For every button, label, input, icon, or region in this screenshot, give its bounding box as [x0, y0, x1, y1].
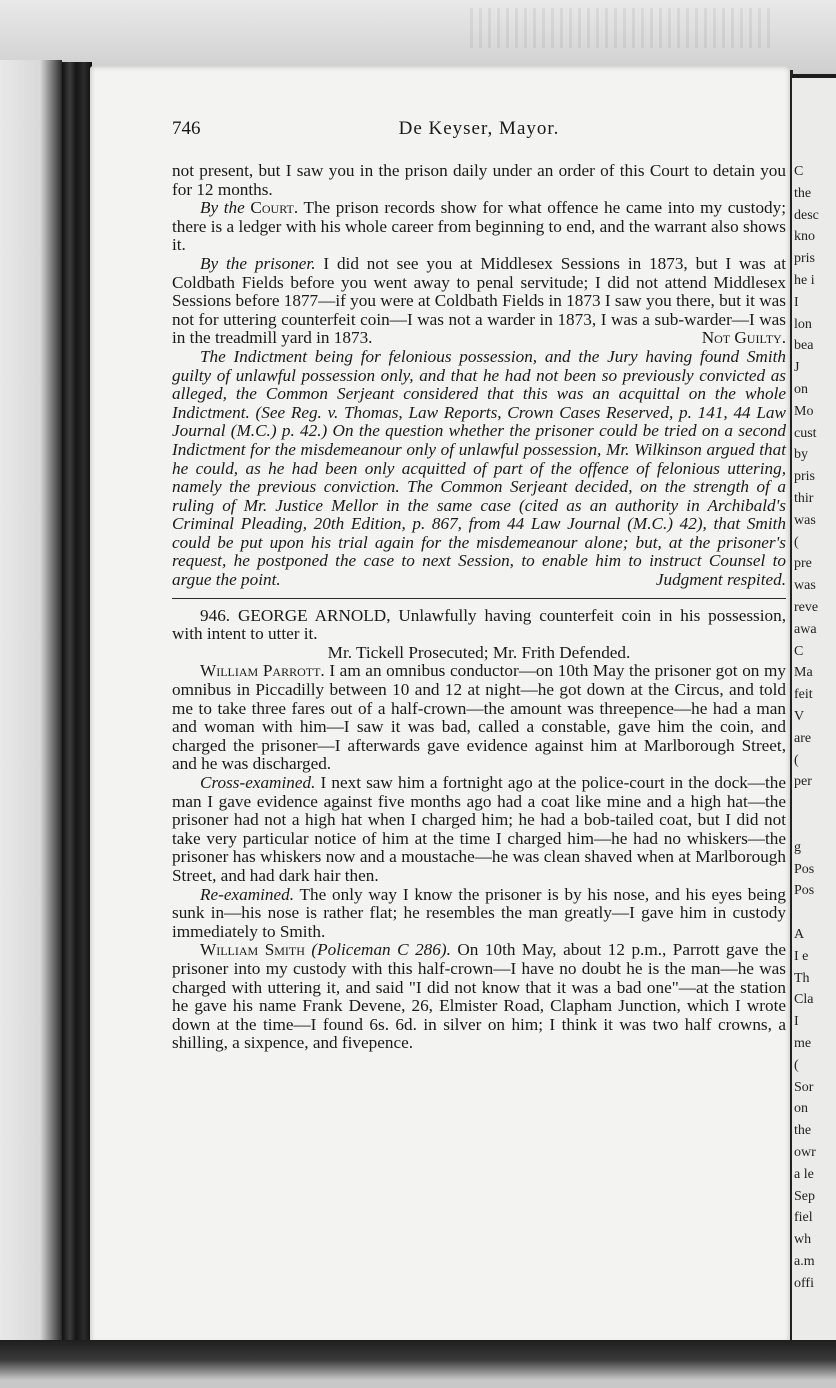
- facing-page-fragment: (: [794, 1057, 799, 1073]
- counsel-line: Mr. Tickell Prosecuted; Mr. Frith Defended.: [327, 642, 631, 662]
- bleed-through: [470, 8, 770, 48]
- facing-page-fragment: desc: [794, 207, 819, 223]
- judgment: Judgment respited.: [655, 570, 786, 590]
- facing-page-fragment: I: [794, 1014, 799, 1030]
- editorial-note: [172, 348, 786, 590]
- paragraph: [172, 774, 786, 886]
- facing-page-fragment: was: [794, 578, 816, 594]
- facing-page-fragment: kno: [794, 229, 815, 245]
- book-spine: [62, 62, 92, 1362]
- witness-name: William Smith: [200, 940, 305, 960]
- exam-lead: Re-examined.: [200, 884, 295, 904]
- paragraph-text: I am an omnibus conductor—on 10th May the prisoner got on my omnibus in Piccadilly between 10 and 12 at night—he got down at the Circus, and told me to take three fares out of a half-crown—the amount was threepence—he had a man and woman with him—I saw it was bad, called a constable, gave him the coin, and charged the prisoner—I afterwards gave evidence against him at Marlborough Street, and he was discharged.: [172, 661, 786, 774]
- facing-page-fragment: are: [794, 730, 812, 746]
- paragraph-text: I did not see you at Middlesex Sessions in 1873, but I was at Coldbath Fields before you went away to penal servitude; I did not attend Middlesex Sessions before 1877—if you were at Coldbath Fields in 1873 I saw you there, but it was not for uttering counterfeit coin—I was not a warder in 1873, I was a sub-warder—I was in the treadmill yard in 1873.: [172, 253, 786, 348]
- facing-page-fragment: J: [794, 360, 800, 376]
- speaker-lead: By the prisoner.: [200, 253, 316, 273]
- speaker-lead: By the: [200, 198, 245, 218]
- facing-page-fragment: fiel: [794, 1210, 813, 1226]
- facing-page-strip: [792, 78, 836, 1340]
- note-text: The Indictment being for felonious possession, and the Jury having found Smith guilty of unlawful possession only, and that he had not been so previously convicted as alleged, the Common Serjeant considered that this was an acquittal on the whole Indictment. (See Reg. v. Thomas, Law Reports, Crown Cases Reserved, p. 141, 44 Law Journal (M.C.) p. 42.) On the question whether the prisoner could be tried on a second Indictment for the misdemeanour only of unlawful possession, Mr. Wilkinson argued that he could, as he had been only acquitted of part of the offence of felonious uttering, namely the previous conviction. The Common Serjeant decided, on the strength of a ruling of Mr. Justice Mellor in the same case (cited as an authority in Archibald's Criminal Pleading, 20th Edition, p. 867, from 44 Law Journal (M.C.) 42), that Smith could be put upon his trial again for the misdemeanour alone; but, at the prisoner's request, he postponed the case to next Session, to enable him to instruct Counsel to argue the point.: [172, 346, 786, 590]
- facing-page-fragment: the: [794, 185, 812, 201]
- facing-page-fragment: bea: [794, 338, 814, 354]
- facing-page-fragment: me: [794, 1036, 812, 1051]
- facing-page-fragment: I e: [794, 948, 809, 964]
- facing-page-fragment: on: [794, 1101, 808, 1117]
- facing-page-fragment: A: [794, 927, 805, 942]
- facing-page-fragment: Th: [794, 970, 810, 986]
- speaker-court: Court.: [250, 198, 299, 218]
- facing-page-fragment: V: [794, 709, 805, 724]
- facing-page-fragment: Pos: [794, 861, 815, 877]
- facing-page-fragment: offi: [794, 1275, 814, 1291]
- verdict: Not Guilty.: [701, 328, 786, 348]
- facing-page-fragment: cust: [794, 425, 817, 441]
- paragraph: [172, 886, 786, 942]
- facing-page-fragment: by: [794, 447, 808, 463]
- facing-page-fragment: a le: [794, 1166, 814, 1182]
- facing-page-fragment: wh: [794, 1232, 812, 1248]
- paragraph: [172, 255, 786, 348]
- facing-page-fragment: Sor: [794, 1079, 814, 1095]
- paragraph-text: On 10th May, about 12 p.m., Parrott gave the prisoner into my custody with this half-crown—I have no doubt he is the man—he was charged with uttering it, and said "I did not know that it was a bad one"—at the station he gave his name Frank Devene, 26, Elmister Road, Clapham Junction, which I wrote down at the time—I found 6s. 6d. in silver on him; I think it was two half crowns, a shilling, a sixpence, and fivepence.: [172, 940, 786, 1053]
- facing-page-fragment: (: [794, 534, 799, 550]
- running-head: [172, 110, 786, 142]
- facing-page-fragment: thir: [794, 491, 814, 506]
- page-content: [172, 110, 786, 1053]
- witness-role: (Policeman C 286).: [304, 940, 451, 960]
- facing-page-fragment: (: [794, 752, 799, 768]
- paragraph: [172, 941, 786, 1053]
- facing-page-fragment: feit: [794, 687, 813, 703]
- facing-page-fragment: owr: [794, 1145, 816, 1160]
- scan-top-margin: [0, 0, 836, 74]
- facing-page-fragment: awa: [794, 621, 817, 637]
- left-page-edge: [0, 60, 62, 1360]
- facing-page-fragment: Mo: [794, 403, 814, 419]
- facing-page-fragment: Cla: [794, 992, 814, 1008]
- facing-page-fragment: on: [794, 382, 808, 397]
- facing-page-fragment: g: [794, 839, 801, 855]
- facing-page-fragment: a.m: [794, 1254, 815, 1269]
- facing-page-fragment: was: [794, 512, 816, 528]
- witness-name: William Parrott.: [200, 661, 325, 681]
- scan-bottom-margin: [0, 1340, 836, 1388]
- facing-page-fragment: pris: [794, 469, 815, 485]
- running-title: De Keyser, Mayor.: [398, 118, 560, 139]
- facing-page-fragment: Sep: [794, 1188, 815, 1204]
- facing-page-fragment: the: [794, 1123, 812, 1139]
- paragraph-text: The only way I know the prisoner is by his nose, and his eyes being sunk in—his nose is rather flat; he resembles the man greatly—I gave him in custody immediately to Smith.: [172, 884, 786, 941]
- exam-lead: Cross-examined.: [200, 773, 316, 792]
- case-separator-rule: [172, 598, 786, 599]
- paragraph-text: The prison records show for what offence he came into my custody; there is a ledger with his whole career from beginning to end, and the warrant also shows it.: [172, 198, 786, 255]
- paragraph: [172, 662, 786, 774]
- facing-page-fragment: pris: [794, 251, 815, 267]
- paragraph: not present, but I saw you in the prison daily under an order of this Court to detain you for 12 months.: [172, 161, 786, 199]
- facing-page-fragment: reve: [794, 600, 819, 615]
- facing-page-fragment: I: [794, 294, 799, 310]
- facing-page-fragment: C: [794, 164, 804, 179]
- page-number: 746: [172, 118, 201, 139]
- paragraph-text: I next saw him a fortnight ago at the police-court in the dock—the man I gave evidence against five months ago had a coat like mine and a high hat—the prisoner had not a high hat when I charged him; he had a bob-tailed coat, but I did not take very particular notice of him at the time I charged him—he had no whiskers—the prisoner has whiskers now and a moustache—he was clean shaved when at Marlborough Street, and had dark hair then.: [172, 773, 786, 885]
- facing-page-fragment: Ma: [794, 665, 813, 681]
- facing-page-fragment: pre: [794, 556, 812, 572]
- case-heading: 946. GEORGE ARNOLD, Unlawfully having counterfeit coin in his possession, with intent to utter it.: [172, 605, 786, 644]
- facing-page-fragment: C: [794, 643, 804, 659]
- facing-page-fragment: Pos: [794, 883, 815, 899]
- facing-page-fragment: per: [794, 774, 812, 790]
- paragraph: [172, 199, 786, 255]
- facing-page-fragment: he i: [794, 273, 815, 288]
- facing-page-fragment: lon: [794, 316, 812, 332]
